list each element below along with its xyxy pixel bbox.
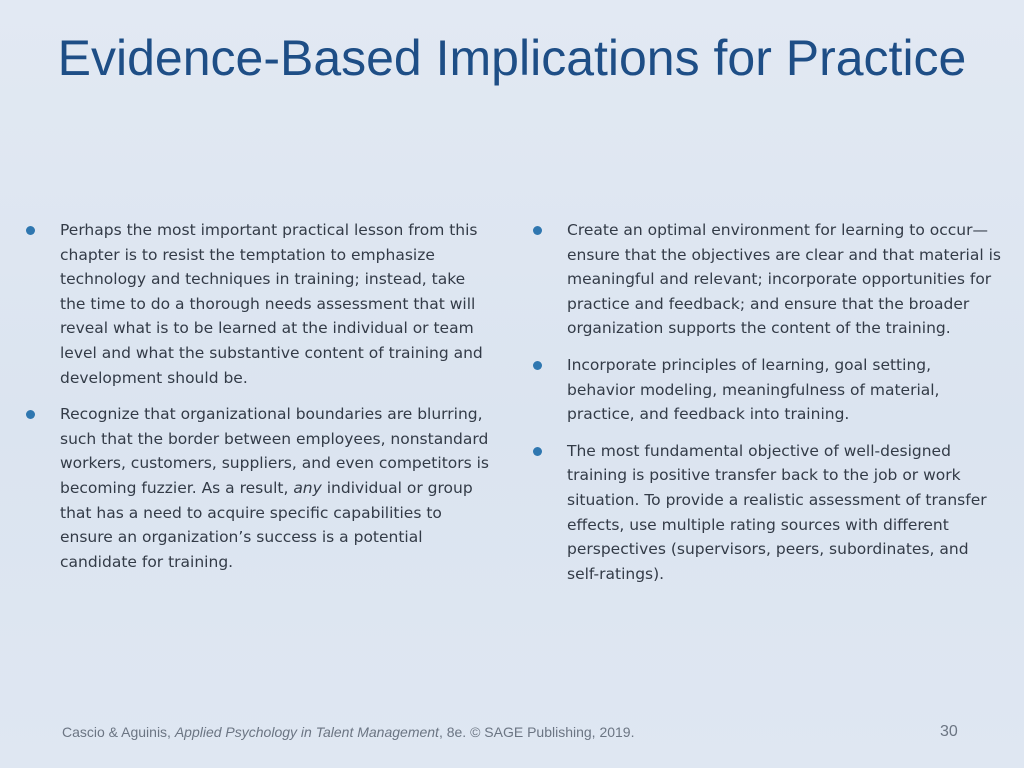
footer-publisher: , 8e. © SAGE Publishing, 2019. — [438, 724, 635, 740]
bullet-dot-icon — [533, 361, 542, 370]
bullet-text: The most fundamental objective of well-designed training is positive transfer back to the job or work situation. To provide a realistic assessment of transfer effects, use multiple rating sources with different perspectives (supervisors, peers, subordinates, and self-ratings). — [567, 441, 987, 583]
bullet-item — [24, 218, 494, 390]
bullet-item — [531, 218, 1001, 341]
footer-book-title: Applied Psychology in Talent Management — [174, 724, 439, 740]
bullet-item — [531, 439, 1001, 587]
bullet-dot-icon — [26, 226, 35, 235]
footer-citation — [62, 724, 634, 740]
bullet-text: Recognize that organizational boundaries are blurring, such that the border between employees, nonstandard workers, customers, suppliers, and even competitors is becoming fuzzier. As a result, — [60, 405, 490, 497]
bullet-text: Incorporate principles of learning, goal setting, behavior modeling, meaningfulness of material, practice, and feedback into training. — [567, 355, 940, 424]
bullet-dot-icon — [533, 447, 542, 456]
bullet-text-continued: individual or group that has a need to acquire specific capabilities to ensure an organization’s success is a potential candidate for training. — [60, 478, 473, 571]
bullet-dot-icon — [533, 226, 542, 235]
page-number: 30 — [940, 723, 958, 740]
footer-authors: Cascio & Aguinis, — [62, 724, 175, 740]
bullet-item — [531, 353, 1001, 427]
right-bullet-list — [531, 218, 1001, 598]
bullet-item — [24, 402, 494, 574]
bullet-text: Perhaps the most important practical lesson from this chapter is to resist the temptation to emphasize technology and techniques in training; instead, take the time to do a thorough needs assessment that will reveal what is to be learned at the individual or team level and what the substantive content of training and development should be. — [60, 221, 483, 387]
bullet-text: Create an optimal environment for learning to occur—ensure that the objectives are clear and that material is meaningful and relevant; incorporate opportunities for practice and feedback; and ensure that the broader organization supports the content of the training. — [567, 221, 1001, 338]
left-bullet-list — [24, 218, 494, 586]
slide-title: Evidence-Based Implications for Practice — [57, 30, 967, 86]
bullet-dot-icon — [26, 410, 35, 419]
bullet-text-emphasis: any — [293, 478, 322, 497]
